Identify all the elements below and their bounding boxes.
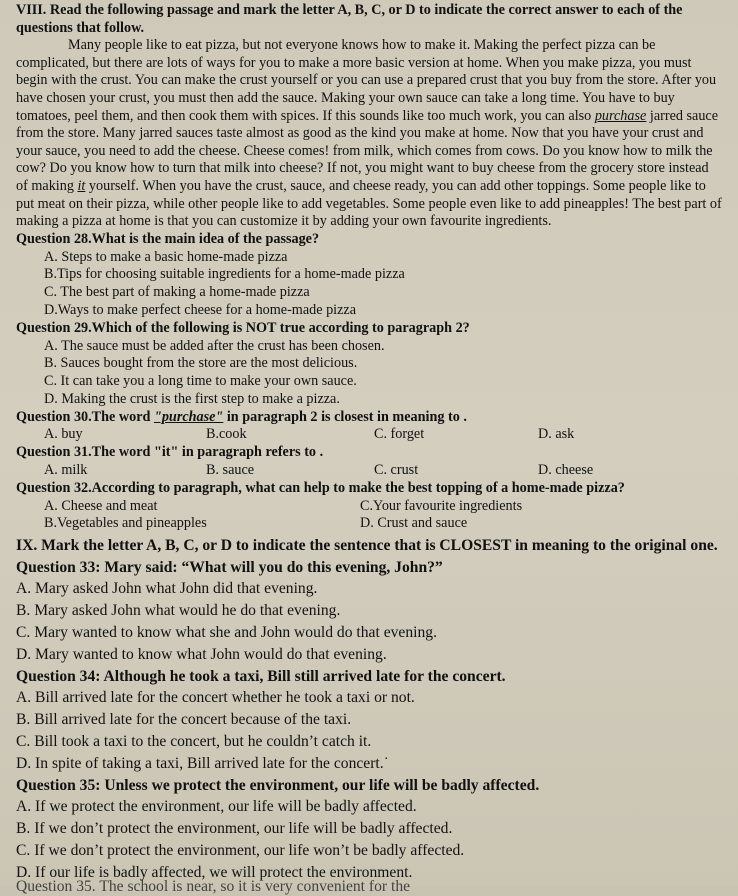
q32-option-a: A. Cheese and meat xyxy=(44,497,158,514)
q30-option-a: A. buy xyxy=(44,426,83,443)
q29-option-a: A. The sauce must be added after the crust has been chosen. xyxy=(44,337,385,354)
q29-option-d: D. Making the crust is the first step to make a pizza. xyxy=(44,390,340,407)
underlined-word-it: it xyxy=(77,177,86,194)
question-32-stem: Question 32.According to paragraph, what can help to make the best topping of a home-made pizza? xyxy=(16,479,625,496)
q30-option-d: D. ask xyxy=(538,426,575,443)
q31-option-a: A. milk xyxy=(44,462,88,479)
q31-options xyxy=(16,462,724,480)
section-8-heading: VIII. Read the following passage and mark the letter A, B, C, or D to indicate the correct answer to each of the questions that follow. xyxy=(16,2,683,36)
q34-option-a: A. Bill arrived late for the concert whether he took a taxi or not. xyxy=(16,689,415,707)
q32-option-b: B.Vegetables and pineapples xyxy=(44,515,207,532)
q33-option-d: D. Mary wanted to know what John would do that evening. xyxy=(16,645,387,663)
q28-option-c: C. The best part of making a home-made pizza xyxy=(44,284,310,301)
q33-option-c: C. Mary wanted to know what she and John would do that evening. xyxy=(16,624,437,642)
question-28-stem: Question 28.What is the main idea of the passage? xyxy=(16,230,320,247)
question-30-stem: Question 30.The word "purchase" in paragraph 2 is closest in meaning to . xyxy=(16,408,467,425)
cut-off-next-question: Question 35. The school is near, so it is very convenient for the xyxy=(16,878,411,895)
q28-option-b: B.Tips for choosing suitable ingredients for a home-made pizza xyxy=(44,266,405,283)
underlined-word-purchase: purchase xyxy=(594,107,647,124)
q34-option-b: B. Bill arrived late for the concert because of the taxi. xyxy=(16,711,352,729)
q29-option-c: C. It can take you a long time to make your own sauce. xyxy=(44,373,357,390)
q30-option-c: C. forget xyxy=(374,426,425,443)
q33-option-a: A. Mary asked John what John did that evening. xyxy=(16,580,318,598)
question-34-stem: Question 34: Although he took a taxi, Bill still arrived late for the concert. xyxy=(16,667,506,685)
q35-option-a: A. If we protect the environment, our life will be badly affected. xyxy=(16,798,417,816)
q30-options xyxy=(16,426,724,444)
pizza-passage: Many people like to eat pizza, but not everyone knows how to make it. Making the perfect pizza can be complicated, but there are lots of ways for you to make a more basic version at home. When you make pizza, you must begin with the crust. You can make the crust yourself or you can use a prepared crust that you buy from the store. After you have chosen your crust, you must then add the sauce. Making your own sauce can take a long time. You have to buy tomatoes, peel them, and then cook them with spices. If this sounds like too much work, you can also purchase jarred sauce from the store. Many jarred sauces taste almost as good as the kind you make at home. Now that you have your crust and your sauce, you need to add the cheese. Cheese comes! from milk, which comes from cows. Do you know how to milk the cow? Do you know how to turn that milk into cheese? If not, you might want to buy cheese from the grocery store instead of making it yourself. When you have the crust, sauce, and cheese ready, you can add other toppings. Some people like to put meat on their pizza, while other people like to add vegetables. Some people even like to add pineapples! The best part of making a pizza at home is that you can customize it by adding your own favourite ingredients. xyxy=(16,37,722,230)
question-29-stem: Question 29.Which of the following is NOT true according to paragraph 2? xyxy=(16,319,470,336)
q30-option-b: B.cook xyxy=(206,426,247,443)
q32-option-d: D. Crust and sauce xyxy=(360,515,468,532)
q28-option-d: D.Ways to make perfect cheese for a home-made pizza xyxy=(44,301,357,318)
q32-options-row-2 xyxy=(16,515,724,533)
q34-option-d: D. In spite of taking a taxi, Bill arrived late for the concert.˙ xyxy=(16,754,389,772)
section-9-heading: IX. Mark the letter A, B, C, or D to indicate the sentence that is CLOSEST in meaning to the original one. xyxy=(16,536,718,554)
q31-option-d: D. cheese xyxy=(538,462,594,479)
q28-option-a: A. Steps to make a basic home-made pizza xyxy=(44,248,288,265)
q31-option-c: C. crust xyxy=(374,462,419,479)
q34-option-c: C. Bill took a taxi to the concert, but he couldn’t catch it. xyxy=(16,733,372,751)
q33-option-b: B. Mary asked John what would he do that evening. xyxy=(16,602,341,620)
question-31-stem: Question 31.The word "it" in paragraph refers to . xyxy=(16,444,324,461)
q29-option-b: B. Sauces bought from the store are the most delicious. xyxy=(44,355,358,372)
q32-option-c: C.Your favourite ingredients xyxy=(360,497,523,514)
q31-option-b: B. sauce xyxy=(206,462,255,479)
q32-options-row-1 xyxy=(16,498,724,516)
question-33-stem: Question 33: Mary said: “What will you do this evening, John?” xyxy=(16,558,443,576)
question-35-stem: Question 35: Unless we protect the environment, our life will be badly affected. xyxy=(16,776,540,794)
q35-option-c: C. If we don’t protect the environment, our life won’t be badly affected. xyxy=(16,842,465,860)
q35-option-b: B. If we don’t protect the environment, our life will be badly affected. xyxy=(16,820,453,838)
q35-option-d: D. If our life is badly affected, we will protect the environment. xyxy=(16,863,413,881)
